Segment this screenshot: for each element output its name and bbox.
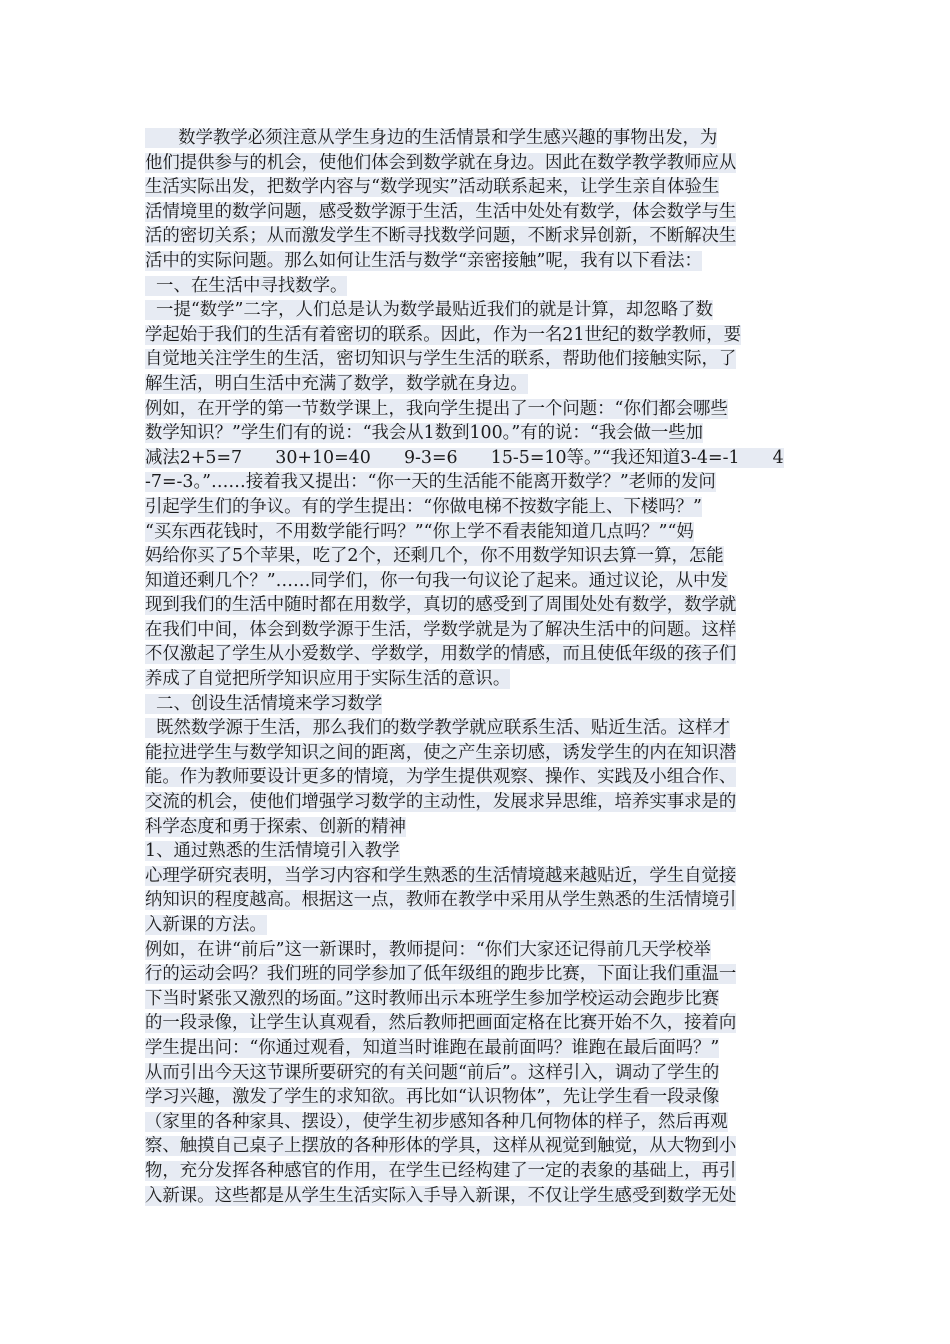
text-line: 纳知识的程度越高。根据这一点，教师在教学中采用从学生熟悉的生活情境引 [145, 890, 737, 911]
text-line: 现到我们的生活中随时都在用数学，真切的感受到了周围处处有数学，数学就 [145, 595, 737, 616]
text-line: 活的密切关系；从而激发学生不断寻找数学问题，不断求异创新，不断解决生 [145, 226, 737, 247]
text-line: 学习兴趣，激发了学生的求知欲。再比如“认识物体”，先让学生看一段录像 [145, 1087, 720, 1108]
text-line: 自觉地关注学生的生活，密切知识与学生生活的联系，帮助他们接触实际，了 [145, 349, 737, 370]
text-line: 解生活，明白生活中充满了数学，数学就在身边。 [145, 373, 528, 394]
text-line: 不仅激起了学生从小爱数学、学数学，用数学的情感，而且使低年级的孩子们 [145, 644, 737, 665]
text-line: -7=-3。”……接着我又提出：“你一天的生活能不能离开数学？”老师的发问 [145, 472, 716, 493]
text-line: 引起学生们的争议。有的学生提出：“你做电梯不按数字能上、下楼吗？” [145, 496, 702, 517]
text-line: 数学知识？”学生们有的说：“我会从1数到100。”有的说：“我会做一些加 [145, 423, 704, 444]
text-line: 行的运动会吗？我们班的同学参加了低年级组的跑步比赛，下面让我们重温一 [145, 964, 737, 985]
text-line: 知道还剩几个？”……同学们，你一句我一句议论了起来。通过议论，从中发 [145, 570, 728, 591]
text-line: 能拉进学生与数学知识之间的距离，使之产生亲切感，诱发学生的内在知识潜 [145, 742, 737, 763]
text-line: （家里的各种家具、摆设），使学生初步感知各种几何物体的样子，然后再观 [145, 1111, 728, 1132]
text-line: 察、触摸自己桌子上摆放的各种形体的学具，这样从视觉到触觉，从大物到小 [145, 1136, 737, 1157]
text-line: 入新课的方法。 [145, 915, 267, 935]
text-line: 活情境里的数学问题，感受数学源于生活，生活中处处有数学，体会数学与生 [145, 201, 737, 222]
text-line: 下当时紧张又激烈的场面。”这时教师出示本班学生参加学校运动会跑步比赛 [145, 988, 720, 1009]
text-line: 妈给你买了5个苹果，吃了2个，还剩几个，你不用数学知识去算一算，怎能 [145, 546, 724, 567]
text-line: 学起始于我们的生活有着密切的联系。因此，作为一名21世纪的数学教师，要 [145, 324, 742, 345]
text-line: “买东西花钱时，不用数学能行吗？”“你上学不看表能知道几点吗？”“妈 [145, 521, 694, 542]
subsection-heading: 1、通过熟悉的生活情境引入教学 [145, 841, 400, 862]
text-line: 数学教学必须注意从学生身边的生活情景和学生感兴趣的事物出发，为 [145, 128, 718, 148]
text-line: 例如，在讲“前后”这一新课时，教师提问：“你们大家还记得前几天学校举 [145, 939, 711, 960]
text-line: 例如，在开学的第一节数学课上，我向学生提出了一个问题：“你们都会哪些 [145, 398, 728, 419]
section-heading: 二、创设生活情境来学习数学 [145, 693, 383, 714]
text-line: 既然数学源于生活，那么我们的数学教学就应联系生活、贴近生活。这样才 [145, 718, 730, 739]
text-line: 入新课。这些都是从学生生活实际入手导入新课，不仅让学生感受到数学无处 [145, 1185, 737, 1206]
text-line: 在我们中间，体会到数学源于生活，学数学就是为了解决生活中的问题。这样 [145, 619, 737, 640]
document-body [145, 126, 807, 1208]
section-heading: 一、在生活中寻找数学。 [145, 275, 348, 296]
text-line: 减法2+5=7 30+10=40 9-3=6 15-5=10等。”“我还知道3-4=-1 4 [145, 447, 784, 468]
text-line: 科学态度和勇于探索、创新的精神 [145, 816, 406, 837]
text-line: 一提“数学”二字，人们总是认为数学最贴近我们的就是计算，却忽略了数 [145, 300, 713, 321]
text-line: 生活实际出发，把数学内容与“数学现实”活动联系起来，让学生亲自体验生 [145, 177, 720, 198]
text-line: 从而引出今天这节课所要研究的有关问题“前后”。这样引入，调动了学生的 [145, 1062, 720, 1083]
text-line: 养成了自觉把所学知识应用于实际生活的意识。 [145, 669, 511, 690]
text-line: 的一段录像，让学生认真观看，然后教师把画面定格在比赛开始不久，接着向 [145, 1013, 737, 1034]
text-line: 交流的机会，使他们增强学习数学的主动性，发展求异思维，培养实事求是的 [145, 792, 737, 813]
text-line: 学生提出问：“你通过观看，知道当时谁跑在最前面吗？谁跑在最后面吗？” [145, 1037, 720, 1058]
text-line: 心理学研究表明，当学习内容和学生熟悉的生活情境越来越贴近，学生自觉接 [145, 865, 737, 886]
text-line: 活中的实际问题。那么如何让生活与数学“亲密接触”呢，我有以下看法： [145, 250, 702, 271]
text-line: 物，充分发挥各种感官的作用，在学生已经构建了一定的表象的基础上，再引 [145, 1160, 737, 1181]
text-line: 他们提供参与的机会，使他们体会到数学就在身边。因此在数学教学教师应从 [145, 152, 737, 173]
text-line: 能。作为教师要设计更多的情境，为学生提供观察、操作、实践及小组合作、 [145, 767, 737, 788]
